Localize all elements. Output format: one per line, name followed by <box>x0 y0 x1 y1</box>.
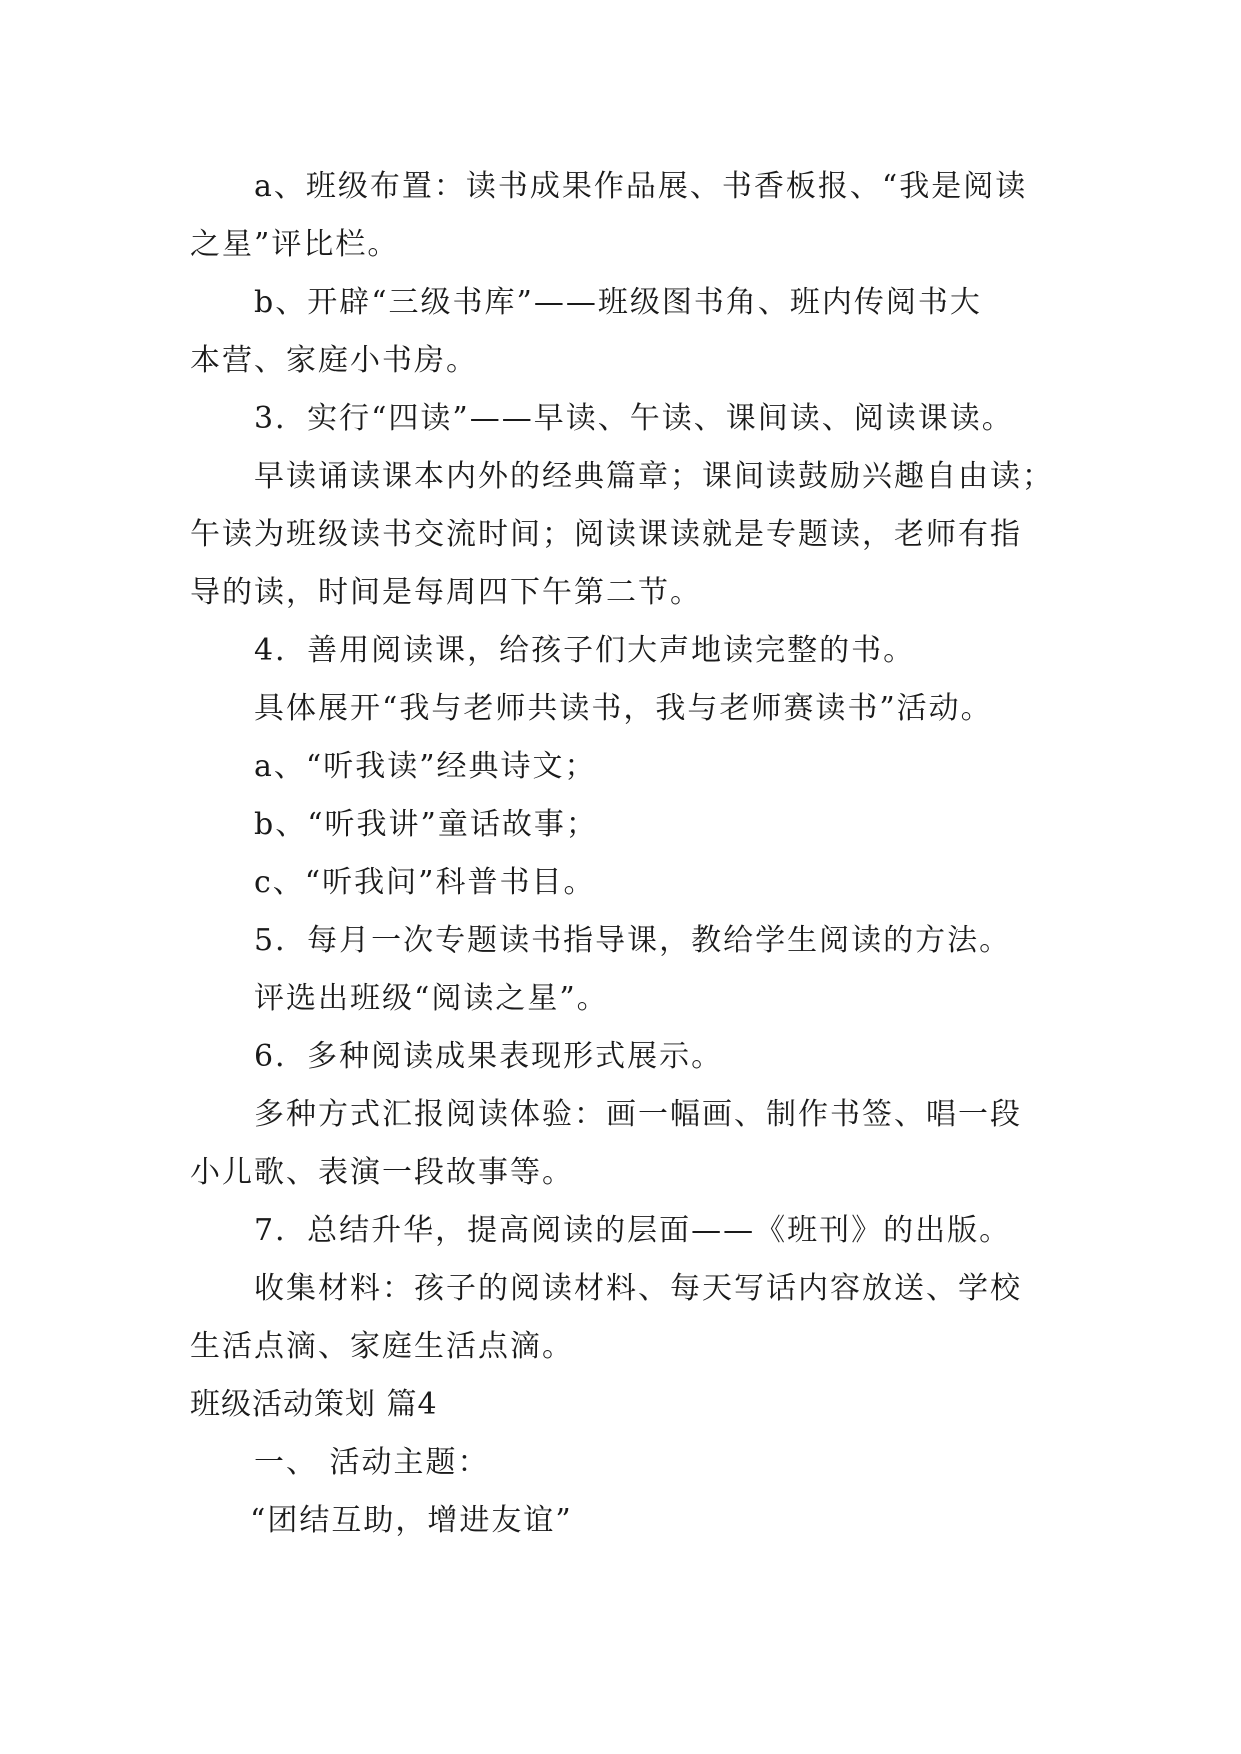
section-heading: 班级活动策划 篇4 <box>190 1387 438 1422</box>
sub-item-b: b、“听我讲”童话故事； <box>254 807 598 842</box>
paragraph-line: 多种方式汇报阅读体验：画一幅画、制作书签、唱一段 <box>254 1097 1022 1132</box>
sub-item-c: c、“听我问”科普书目。 <box>254 865 596 900</box>
paragraph-line: 收集材料：孩子的阅读材料、每天写话内容放送、学校 <box>254 1271 1022 1306</box>
list-item-3: 3．实行“四读”——早读、午读、课间读、阅读课读。 <box>254 401 1014 436</box>
sub-item-a: a、“听我读”经典诗文； <box>254 749 597 784</box>
list-item-5: 5．每月一次专题读书指导课，教给学生阅读的方法。 <box>254 923 1012 958</box>
paragraph-line: 之星”评比栏。 <box>190 227 400 262</box>
paragraph-line: 本营、家庭小书房。 <box>190 343 478 378</box>
list-item-4: 4．善用阅读课，给孩子们大声地读完整的书。 <box>254 633 916 668</box>
paragraph-line: a、班级布置：读书成果作品展、书香板报、“我是阅读 <box>254 169 1028 204</box>
paragraph-line: 具体展开“我与老师共读书，我与老师赛读书”活动。 <box>254 691 993 726</box>
paragraph-line: 小儿歌、表演一段故事等。 <box>190 1155 574 1190</box>
document-body <box>190 158 1054 1550</box>
list-item-6: 6．多种阅读成果表现形式展示。 <box>254 1039 724 1074</box>
paragraph-line: b、开辟“三级书库”——班级图书角、班内传阅书大 <box>254 285 982 320</box>
paragraph-line: 午读为班级读书交流时间；阅读课读就是专题读，老师有指 <box>190 517 1022 552</box>
section-subheading: 一、 活动主题： <box>254 1445 490 1480</box>
activity-theme: “团结互助，增进友谊” <box>250 1503 573 1538</box>
paragraph-line: 导的读，时间是每周四下午第二节。 <box>190 575 702 610</box>
paragraph-line: 评选出班级“阅读之星”。 <box>254 981 609 1016</box>
paragraph-line: 生活点滴、家庭生活点滴。 <box>190 1329 574 1364</box>
list-item-7: 7．总结升华，提高阅读的层面——《班刊》的出版。 <box>254 1213 1012 1248</box>
paragraph-line: 早读诵读课本内外的经典篇章；课间读鼓励兴趣自由读； <box>254 459 1054 494</box>
